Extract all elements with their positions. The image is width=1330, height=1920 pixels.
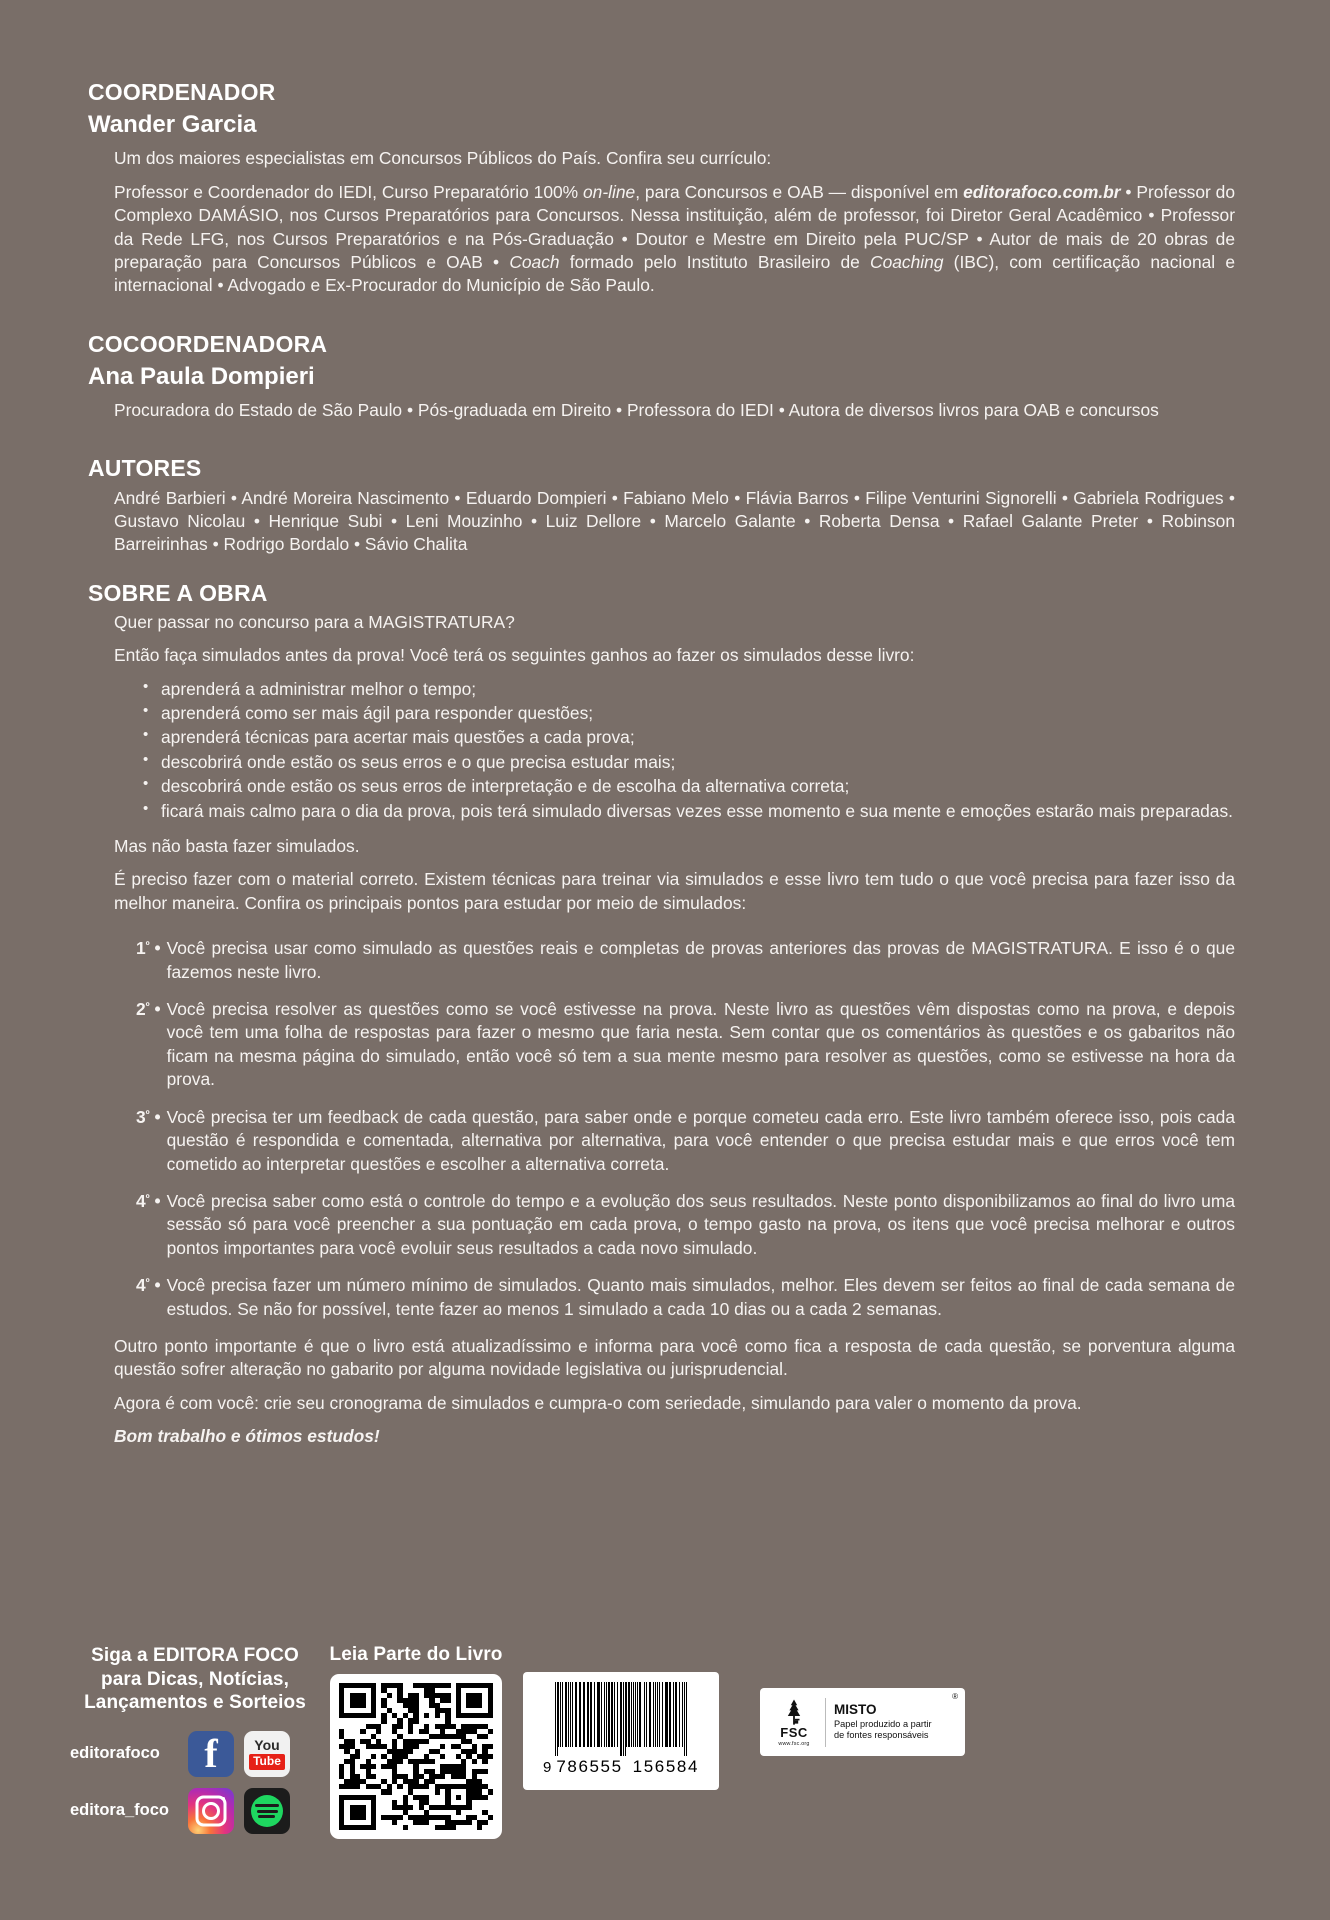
coordinator-bio-part2: , para Concursos e OAB — disponível em (635, 181, 964, 202)
fsc-abbr: FSC (780, 1724, 808, 1740)
step-text: Você precisa fazer um número mínimo de simulados. Quanto mais simulados, melhor. Eles devem ser feitos ao final de cada semana de estudos. Se não for possível, tente fazer ao menos 1 simulado a cada 10 dias ou a cada 2 semanas. (166, 1275, 1235, 1319)
coordinator-section-label: COORDENADOR (88, 79, 276, 105)
list-item: • ficará mais calmo para o dia da prova, pois terá simulado diversas vezes esse momento e sua mente e emoções estarão mais preparadas. (143, 800, 1235, 823)
social-block (70, 1644, 320, 1845)
social-title-line1: Siga a EDITORA FOCO (91, 1645, 299, 1666)
coordinator-bio-part4: formado pelo Instituto Brasileiro de (559, 251, 871, 272)
coordinator-bio-part3: • Professor do Complexo DAMÁSIO, nos Cursos Preparatórios para Concursos. Nessa instituição, além de professor, foi Diretor Geral Acadêmico • Professor da Rede LFG, nos Cursos Preparatórios e na Pós-Graduação • Doutor e Mestre em Direito pela PUC/SP • Autor de mais de 20 obras de preparação para Concursos Públicos e OAB • (114, 181, 1235, 272)
step-text: Você precisa resolver as questões como se você estivesse na prova. Neste livro as questões vêm dispostas como na prova, e depois você tem uma folha de respostas para fazer o mesmo que faria nesta. Sem contar que os comentários às questões e os gabaritos não ficam na mesma página do simulado, então você só tem a sua mente mesmo para resolver as questões, como se estivesse na hora da prova. (166, 999, 1235, 1090)
isbn-number (533, 1757, 709, 1777)
social-handle-facebook: editorafoco (70, 1744, 160, 1763)
coordinator-bio-website: editorafoco.com.br (963, 181, 1121, 202)
isbn-right-group: 156584 (632, 1757, 699, 1776)
fsc-desc-line1: Papel produzido a partir (834, 1718, 932, 1729)
authors-section-label: AUTORES (88, 455, 202, 482)
qr-code[interactable] (330, 1674, 502, 1839)
list-item: • descobrirá onde estão os seus erros e o que precisa estudar mais; (143, 751, 1235, 774)
step-text: Você precisa ter um feedback de cada questão, para saber onde e porque cometeu cada erro. Este livro também oferece isso, pois cada questão é respondida e comentada, alternativa por alternativa, para você entender o que precisa estudar mais e que erros você tem cometido ao interpretar questões e escolher a alternativa correta. (166, 1106, 1235, 1174)
about-note: Mas não basta fazer simulados. (114, 836, 360, 857)
fsc-tree-icon (781, 1698, 807, 1725)
list-item: • aprenderá a administrar melhor o tempo; (143, 678, 1235, 701)
step-item (88, 1106, 1235, 1176)
fsc-registered-mark: ® (952, 1692, 958, 1701)
fsc-url: www.fsc.org (778, 1740, 810, 1747)
fsc-desc-line2: de fontes responsáveis (834, 1730, 929, 1741)
youtube-tube-text: Tube (249, 1754, 285, 1770)
coordinator-bio (88, 181, 1235, 298)
benefits-list (88, 678, 1235, 823)
spotify-wave-1 (255, 1804, 279, 1808)
spotify-icon[interactable] (244, 1788, 290, 1834)
step-number: $1^º$ • (136, 938, 161, 959)
coordinator-bio-italic2: Coach (509, 251, 560, 272)
spotify-wave-2 (257, 1810, 278, 1813)
social-title-line2: para Dicas, Notícias, (101, 1668, 289, 1690)
step-item (88, 998, 1235, 1092)
step-number: $4^º$ • (136, 1275, 161, 1296)
social-handle-instagram: editora_foco (70, 1801, 170, 1820)
instagram-lens (202, 1802, 220, 1820)
about-method-intro: É preciso fazer com o material correto. Existem técnicas para treinar via simulados e esse livro tem tudo o que você precisa para fazer isso da melhor maneira. Confira os principais pontos para estudar por meio de simulados: (114, 869, 1235, 913)
list-item: • aprenderá técnicas para acertar mais questões a cada prova; (143, 726, 1235, 749)
coordinator-bio-part1: Professor e Coordenador do IEDI, Curso Preparatório 100% (114, 181, 583, 202)
instagram-icon[interactable] (188, 1788, 234, 1834)
step-text: Você precisa usar como simulado as questões reais e completas de provas anteriores das provas de MAGISTRATURA. E isso é o que fazemos neste livro. (166, 938, 1235, 982)
coordinator-section (88, 78, 1235, 298)
step-number: $4^º$ • (136, 1190, 161, 1211)
cocoordinator-section (88, 330, 1235, 423)
cocoordinator-name: Ana Paula Dompieri (88, 362, 315, 390)
facebook-glyph: f (204, 1730, 218, 1776)
about-update-note: Outro ponto importante é que o livro está atualizadíssimo e informa para você como fica a resposta de cada questão, se porventura alguma questão sofrer alteração no gabarito por alguma novidade legislativa ou jurisprudencial. (114, 1335, 1235, 1380)
barcode-block (523, 1672, 719, 1790)
isbn-left-group: 786555 (556, 1757, 623, 1776)
step-number: $3^º$ • (136, 1106, 161, 1127)
about-section-label: SOBRE A OBRA (88, 579, 268, 606)
barcode-bars (533, 1682, 709, 1756)
list-item: • aprenderá como ser mais ágil para responder questões; (143, 702, 1235, 725)
step-text: Você precisa saber como está o controle do tempo e a evolução dos seus resultados. Neste ponto disponibilizamos ao final do livro uma sessão só para você preencher a sua pontuação em cada prova, o tempo gasto na prova, os itens que você precisa melhorar e outros pontos importantes para você evoluir seus resultados a cada novo simulado. (166, 1190, 1235, 1258)
step-item (88, 937, 1235, 984)
social-title-line3: Lançamentos e Sorteios (84, 1692, 306, 1714)
fsc-title: MISTO (834, 1701, 877, 1717)
spotify-wave-3 (258, 1815, 275, 1818)
youtube-icon[interactable] (244, 1731, 290, 1777)
qr-grid (339, 1683, 493, 1830)
list-item: • descobrirá onde estão os seus erros de interpretação e de escolha da alternativa correta; (143, 775, 1235, 798)
coordinator-bio-italic1: on-line (583, 181, 636, 202)
youtube-you-text: You (254, 1736, 280, 1753)
facebook-icon[interactable] (188, 1731, 234, 1777)
coordinator-name: Wander Garcia (88, 111, 257, 139)
coordinator-bio-italic3: Coaching (870, 251, 944, 272)
spotify-circle (251, 1795, 283, 1827)
authors-section (88, 454, 1235, 556)
cocoordinator-bio: Procuradora do Estado de São Paulo • Pós-graduada em Direito • Professora do IEDI • Autora de diversos livros para OAB e concursos (114, 400, 1159, 421)
coordinator-intro: Um dos maiores especialistas em Concursos Públicos do País. Confira seu currículo: (114, 148, 772, 169)
authors-list: André Barbieri • André Moreira Nascimento • Eduardo Dompieri • Fabiano Melo • Flávia Barros • Filipe Venturini Signorelli • Gabriela Rodrigues • Gustavo Nicolau • Henrique Subi • Leni Mouzinho • Luiz Dellore • Marcelo Galante • Roberta Densa • Rafael Galante Preter • Robinson Barreirinhas • Rodrigo Bordalo • Sávio Chalita (114, 487, 1235, 555)
about-closing: Agora é com você: crie seu cronograma de simulados e cumpra-o com seriedade, simulando para valer o momento da prova. (114, 1392, 1082, 1413)
step-item (88, 1190, 1235, 1260)
social-title (70, 1644, 320, 1715)
about-signoff: Bom trabalho e ótimos estudos! (114, 1426, 380, 1447)
fsc-logo (760, 1688, 965, 1756)
coordinator-bio-part5: (IBC), com certificação nacional e internacional • Advogado e Ex-Procurador do Município de São Paulo. (114, 251, 1236, 296)
step-number: $2^º$ • (136, 999, 161, 1020)
social-rows (70, 1731, 320, 1834)
about-question: Quer passar no concurso para a MAGISTRATURA? (114, 611, 515, 632)
qr-title: Leia Parte do Livro (329, 1644, 503, 1665)
fsc-text (834, 1703, 957, 1742)
about-section (88, 579, 1235, 1449)
cocoordinator-section-label: COCOORDENADORA (88, 330, 328, 357)
qr-block (320, 1644, 512, 1839)
social-row (70, 1731, 320, 1777)
step-item (88, 1274, 1235, 1321)
social-row (70, 1788, 320, 1834)
about-lead: Então faça simulados antes da prova! Você terá os seguintes ganhos ao fazer os simulados desse livro: (114, 645, 915, 666)
isbn-lead-digit: 9 (543, 1759, 552, 1776)
footer (0, 1630, 1330, 1920)
fsc-mark (768, 1698, 826, 1747)
